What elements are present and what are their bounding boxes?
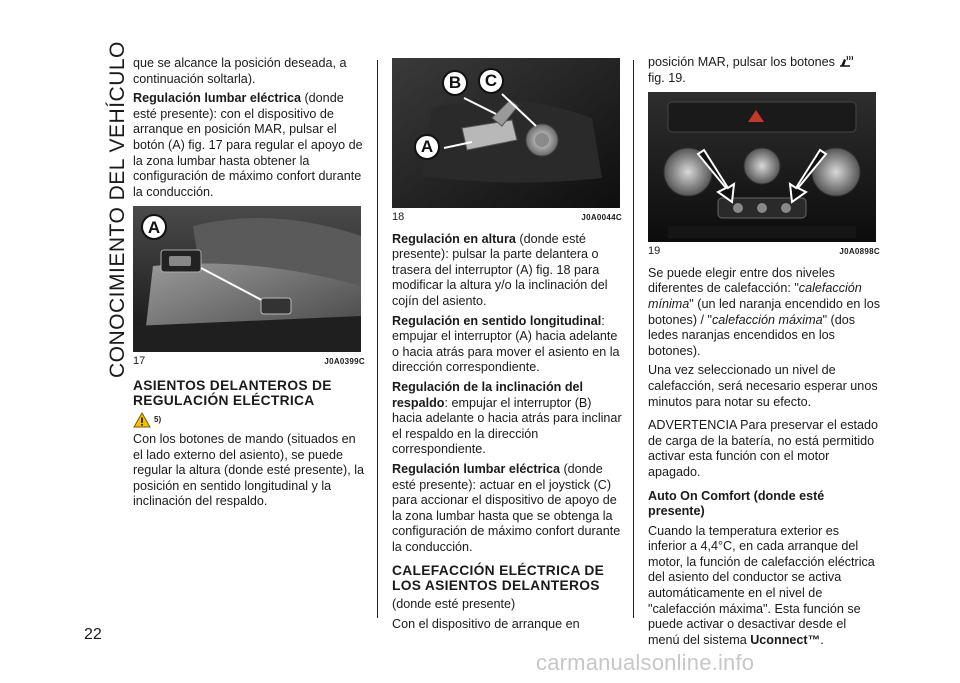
paragraph: Una vez seleccionado un nivel de calefacción, será necesario esperar unos minutos para notar su efecto. — [648, 363, 878, 409]
paragraph: posición MAR, pulsar los botones — [648, 54, 880, 71]
column-1 — [133, 56, 365, 514]
seat-lumbar-photo — [133, 206, 361, 352]
section-heading: ASIENTOS DELANTEROS DE REGULACIÓN ELÉCTRICA — [133, 377, 332, 408]
figure-number: 17 — [133, 355, 146, 368]
figure-number: 19 — [648, 245, 661, 258]
center-console-photo — [648, 92, 876, 242]
figure-18-image — [392, 58, 620, 208]
column-divider — [377, 60, 378, 618]
paragraph: Regulación en altura (donde esté presente): pulsar la parte delantera o trasera del interruptor (A) fig. 18 para modificar la altura y/o la inclinación del cojín del asiento. — [392, 231, 608, 308]
warning-reference: 5) — [133, 412, 365, 428]
section-heading: CALEFACCIÓN ELÉCTRICA DE LOS ASIENTOS DELANTEROS — [392, 563, 605, 594]
figure-19-image — [648, 92, 876, 242]
callout-b: B — [442, 70, 468, 96]
paragraph: fig. 19. — [648, 70, 686, 85]
paragraph: Con los botones de mando (situados en el lado externo del asiento), se puede regular la altura (donde esté presente), la posición en sentido longitudinal y la inclinación del respaldo. — [133, 431, 365, 509]
callout-a: A — [414, 134, 440, 160]
column-2 — [392, 58, 622, 637]
paragraph: Se puede elegir entre dos niveles diferentes de calefacción: "calefacción mínima" (un led naranja encendido en los botones) / "calefacción máxima" (dos ledes naranjas encendidos en los botones). — [648, 265, 881, 358]
column-3 — [648, 54, 880, 652]
side-section-title: CONOCIMIENTO DEL VEHÍCULO — [106, 41, 129, 378]
page-number: 22 — [84, 626, 102, 643]
subheading: Auto On Comfort (donde esté presente) — [648, 488, 825, 519]
paragraph: Cuando la temperatura exterior es inferior a 4,4°C, en cada arranque del motor, la función de calefacción eléctrica del asiento del conductor se activa automáticamente en el nivel de "calefacción máxima". Esta función se puede activar o desactivar desde el menú del sistema Uconnect™. — [648, 523, 875, 647]
paragraph: Regulación en sentido longitudinal: empujar el interruptor (A) hacia adelante o hacia atrás para mover el asiento en la dirección correspondiente. — [392, 313, 620, 375]
figure-number: 18 — [392, 211, 405, 223]
figure-19-caption — [648, 244, 880, 260]
figure-code: J0A0898C — [839, 247, 880, 257]
callout-a: A — [141, 214, 167, 240]
figure-17-image — [133, 206, 361, 352]
figure-code: J0A0399C — [324, 357, 365, 367]
watermark: carmanualsonline.info — [536, 650, 755, 675]
column-divider — [633, 60, 634, 618]
paragraph: ADVERTENCIA Para preservar el estado de carga de la batería, no está permitido activar esta función con el motor apagado. — [648, 418, 879, 479]
seat-controls-photo — [392, 58, 620, 208]
paragraph: que se alcance la posición deseada, a continuación soltarla). — [133, 56, 347, 86]
figure-17-caption — [133, 354, 365, 370]
figure-code: J0A0044C — [581, 213, 622, 222]
paragraph: Regulación lumbar eléctrica (donde esté presente): actuar en el joystick (C) para accionar el dispositivo de apoyo de la zona lumbar hasta que se obtenga la configuración de máximo confort durante la conducción. — [392, 461, 621, 554]
paragraph: (donde esté presente) — [392, 597, 516, 612]
paragraph: Regulación lumbar eléctrica (donde esté presente): con el dispositivo de arranque en posición MAR, pulsar el botón (A) fig. 17 para regular el apoyo de la zona lumbar hasta obtener la configuración de máximo confort durante la conducción. — [133, 91, 363, 199]
paragraph: Con el dispositivo de arranque en — [392, 617, 580, 632]
paragraph: Regulación de la inclinación del respaldo: empujar el interruptor (B) hacia adelante o hacia atrás para inclinar el respaldo en la dirección correspondiente. — [392, 379, 622, 457]
callout-c: C — [478, 68, 504, 94]
figure-18-caption — [392, 210, 622, 226]
warning-icon — [133, 412, 151, 428]
seat-heater-icon — [838, 54, 854, 68]
